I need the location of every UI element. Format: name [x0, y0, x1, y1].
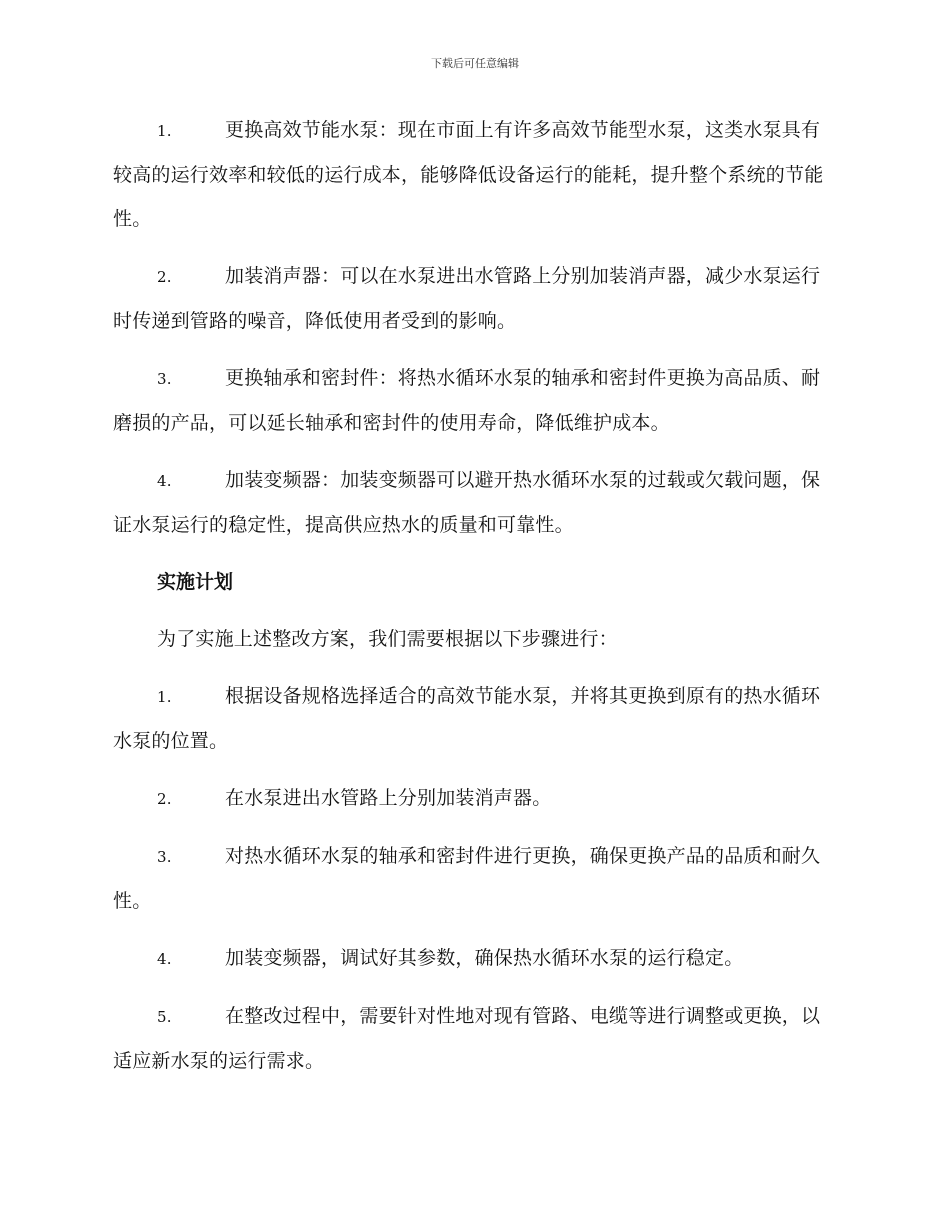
list-text: 在整改过程中，需要针对性地对现有管路、电缆等进行调整或更换，以适应新水泵的运行需求。	[113, 1005, 821, 1072]
list-item	[113, 936, 835, 981]
list-text: 根据设备规格选择适合的高效节能水泵，并将其更换到原有的热水循环水泵的位置。	[113, 685, 821, 752]
list-item	[113, 458, 835, 547]
list-number: 4.	[157, 950, 172, 968]
list-number: 1.	[157, 122, 172, 140]
list-item	[113, 776, 835, 821]
list-item	[113, 674, 835, 763]
list-text: 加装消声器：可以在水泵进出水管路上分别加装消声器，减少水泵运行时传递到管路的噪音，降低使用者受到的影响。	[113, 265, 821, 332]
intro-paragraph: 为了实施上述整改方案，我们需要根据以下步骤进行：	[157, 628, 618, 650]
list-item	[113, 356, 835, 445]
list-text: 更换轴承和密封件：将热水循环水泵的轴承和密封件更换为高品质、耐磨损的产品，可以延长轴承和密封件的使用寿命，降低维护成本。	[113, 367, 821, 434]
list-item	[113, 834, 835, 923]
list-text: 加装变频器，调试好其参数，确保热水循环水泵的运行稳定。	[225, 947, 744, 969]
list-text: 在水泵进出水管路上分别加装消声器。	[225, 787, 552, 809]
list-number: 5.	[157, 1008, 172, 1026]
list-number: 2.	[157, 790, 172, 808]
list-text: 加装变频器：加装变频器可以避开热水循环水泵的过载或欠载问题，保证水泵运行的稳定性，提高供应热水的质量和可靠性。	[113, 469, 821, 536]
list-number: 1.	[157, 688, 172, 706]
list-number: 3.	[157, 370, 172, 388]
list-item	[113, 108, 835, 241]
list-item	[113, 254, 835, 343]
list-item	[113, 994, 835, 1083]
section-heading: 实施计划	[157, 571, 234, 593]
list-text: 更换高效节能水泵：现在市面上有许多高效节能型水泵，这类水泵具有较高的运行效率和较低的运行成本，能够降低设备运行的能耗，提升整个系统的节能性。	[113, 119, 824, 230]
list-number: 3.	[157, 848, 172, 866]
document-body	[113, 108, 835, 1096]
list-number: 2.	[157, 268, 172, 286]
list-number: 4.	[157, 472, 172, 490]
list-text: 对热水循环水泵的轴承和密封件进行更换，确保更换产品的品质和耐久性。	[113, 845, 821, 912]
page-header: 下载后可任意编辑	[431, 57, 519, 70]
